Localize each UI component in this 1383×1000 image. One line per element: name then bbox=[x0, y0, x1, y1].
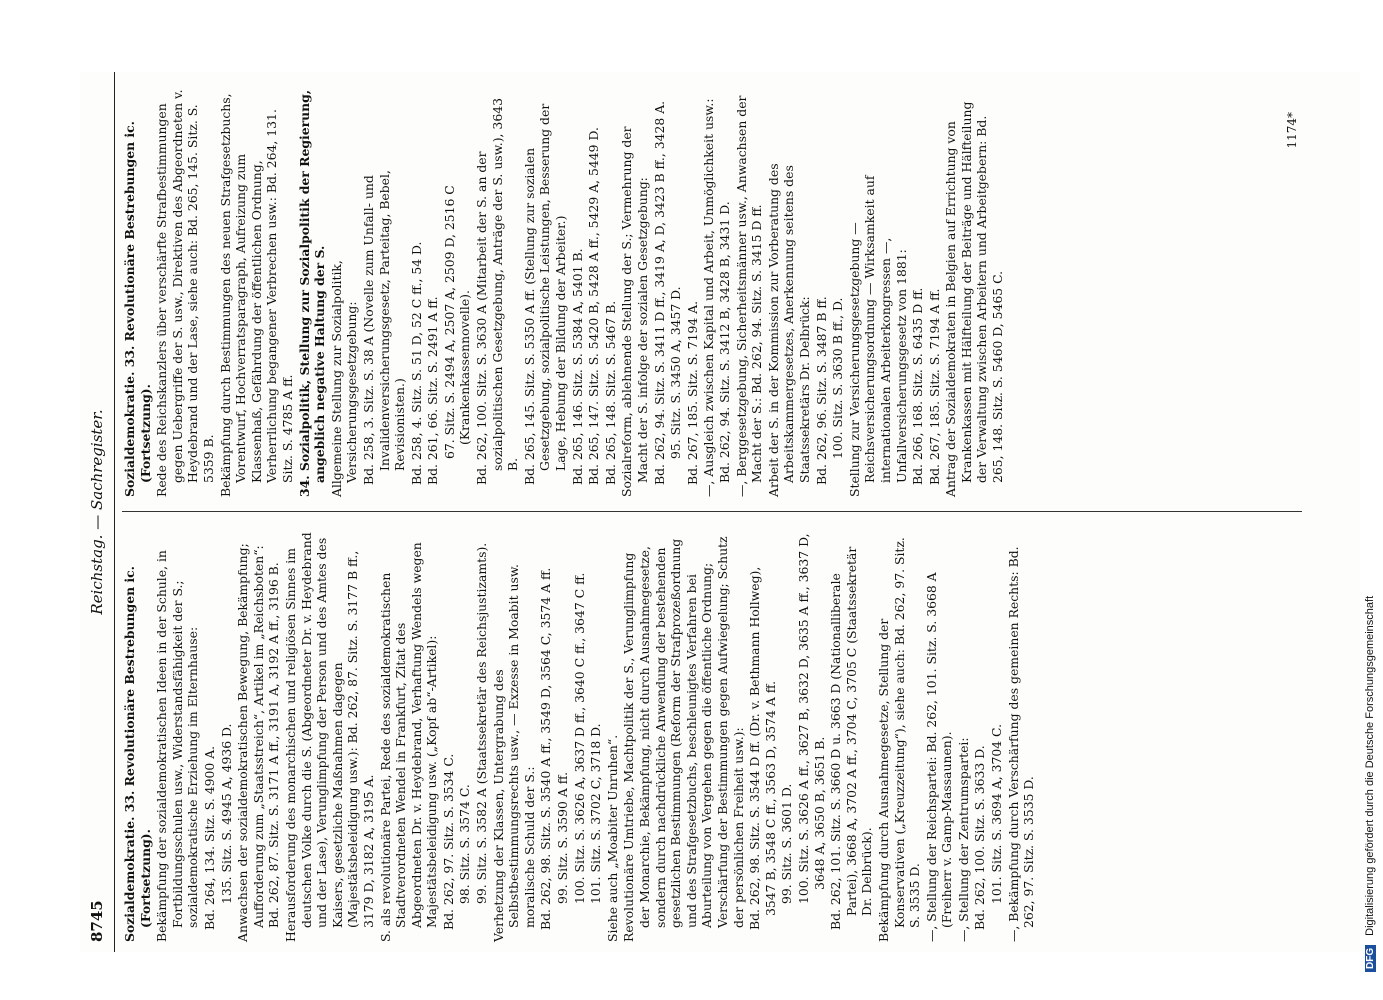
page-footer-signature: 1174* bbox=[1285, 112, 1299, 149]
entry: Siehe auch „Moabiter Unruhen“. bbox=[604, 734, 620, 942]
column-heading: Sozialdemokratie. 33. Revolutionäre Bestrebungen ic. (Fortsetzung). bbox=[122, 566, 153, 942]
entry: Anwachsen der sozialdemokratischen Bewegung, Bekämpfung; Aufforderung zum „Staatsstreich“, Artikel im „Reichsboten“: Bd. 262, 87. Sitz. S. 3171 A ff., 3191 A, 3192 A ff., 3196 B. bbox=[235, 543, 282, 942]
entry: Revolutionäre Umtriebe, Machtpolitik der S., Verunglimpfung der Monarchie, Bekämpfung, nicht durch Ausnahmegesetze, sondern durch nachdrückliche Anwendung der bestehenden gesetzlichen Bestimmungen (Reform der Strafprozeßordnung und des Strafgesetzbuchs, beschleunigtes Verfahren bei Aburteilung von Vergehen gegen die öffentliche Ordnung; Verschärfung der Bestimmungen gegen Aufwiegelung; Schutz der persönlichen Freiheit usw.): bbox=[621, 536, 746, 942]
entry: 101. Sitz. S. 3694 A, 3704 C. bbox=[989, 723, 1005, 904]
entry: Bekämpfung durch Bestimmungen des neuen Strafgesetzbuchs, Vorentwurf, Hochverratsparagraph, Aufreizung zum Klassenhaß, Gefährdung der öffentlichen Ordnung, Verherrlichung begangener Verbrechen usw.: Bd. 264, 131. Sitz. S. 4785 A ff. bbox=[217, 93, 295, 497]
column-right bbox=[122, 87, 1007, 497]
entry: Allgemeine Stellung zur Sozialpolitik, Versicherungsgesetzgebung: bbox=[328, 260, 360, 497]
entry: Bd. 258, 3. Sitz. S. 38 A (Novelle zum Unfall- und Invalidenversicherungsgesetz, Parteitag, Bebel, Revisionisten.) bbox=[360, 170, 408, 485]
entry: Bd. 262, 100. Sitz. S. 3630 A (Mitarbeit der S. an der sozialpolitischen Gesetzgebung, Anträge der S. usw.), 3643 B. bbox=[474, 98, 521, 485]
entry: 101. Sitz. S. 3702 C, 3718 D. bbox=[588, 723, 604, 904]
entry: 100. Sitz. S. 3626 A ff., 3627 B, 3632 D, 3635 A ff., 3637 D, 3648 A, 3650 B, 3651 B. bbox=[795, 533, 827, 904]
page-header bbox=[80, 72, 115, 952]
entry: Sozialreform, ablehnende Stellung der S.; Vermehrung der Macht der S. infolge der sozialen Gesetzgebung: bbox=[619, 126, 650, 497]
entry: Bd. 258, 4. Sitz. S. 51 D, 52 C ff., 54 D. bbox=[408, 241, 424, 485]
rotated-content bbox=[80, 72, 1360, 952]
entry: —, Stellung der Zentrumspartei: bbox=[955, 737, 971, 942]
entry: Bd. 262, 97. Sitz. S. 3534 C. bbox=[440, 753, 456, 930]
entry: 99. Sitz. S. 3582 A (Staatssekretär des Reichsjustizamts). bbox=[474, 542, 490, 904]
entry: Bd. 261, 66. Sitz. S. 2491 A ff. bbox=[425, 296, 441, 485]
entry: —, Stellung der Reichspartei: Bd. 262, 101. Sitz. S. 3668 A (Freiherr v. Gamp-Massaunen). bbox=[923, 572, 955, 942]
entry: Herausforderung des monarchischen und religiösen Sinnes im deutschen Volke durch die S. (Abgeordneter Dr. v. Heydebrand und der Lase), Verunglimpfung der Person und des Amtes des Kaisers, gesetzliche Maßnahmen dagegen (Majestätsbeleidigung usw.): Bd. 262, 87. Sitz. S. 3177 B ff., 3179 D, 3182 A, 3195 A. bbox=[282, 532, 376, 942]
dfg-logo: DFG bbox=[1365, 945, 1376, 972]
section-heading: 34. Sozialpolitik, Stellung zur Sozialpolitik der Regierung, angeblich negative Haltung der S. bbox=[296, 89, 328, 497]
column-left bbox=[122, 532, 1038, 942]
column-heading: Sozialdemokratie. 33. Revolutionäre Bestrebungen ic. (Fortsetzung). bbox=[122, 121, 153, 497]
entry: Verhetzung der Klassen, Untergrabung des Selbstbestimmungsrechts usw., — Exzesse in Moabit usw. moralische Schuld der S.: bbox=[490, 564, 537, 942]
entry: Arbeit der S. in der Kommission zur Vorberatung des Arbeitskammergesetzes, Anerkennung seitens des Staatssekretärs Dr. Delbrück: bbox=[765, 163, 812, 497]
sidebar-text-wrap bbox=[1364, 12, 1382, 972]
entry: Bd. 262, 94. Sitz. S. 3411 D ff., 3419 A, D, 3423 B ff., 3428 A. bbox=[651, 100, 667, 485]
digitization-note: Digitalisierung gefördert durch die Deutsche Forschungsgemeinschaft bbox=[1364, 595, 1376, 936]
entry: 67. Sitz. S. 2494 A, 2507 A, 2509 D, 2516 C (Krankenkassennovelle). bbox=[441, 185, 473, 459]
entry: 135. Sitz. S. 4945 A, 4936 D. bbox=[218, 723, 234, 904]
entry: Bd. 262, 98. Sitz. S. 3540 A ff., 3549 D, 3564 C, 3574 A ff. bbox=[538, 567, 554, 930]
header-title: Reichstag. — Sachregister. bbox=[88, 409, 106, 615]
entry: —, Ausgleich zwischen Kapital und Arbeit, Unmöglichkeit usw.: Bd. 262, 94. Sitz. S. 3412 B, 3428 B, 3431 D. bbox=[701, 98, 732, 497]
entry: —, Bekämpfung durch Verschärfung des gemeinen Rechts: Bd. 262, 97. Sitz. S. 3535 D. bbox=[1005, 546, 1037, 942]
entry: Bd. 265, 145. Sitz. S. 5350 A ff. (Stellung zur sozialen Gesetzgebung, sozialpolitische Leistungen, Besserung der Lage, Hebung der Bildung der Arbeiter.) bbox=[521, 103, 569, 485]
entry: Bd. 262, 98. Sitz. S. 3544 D ff. (Dr. v. Bethmann Hollweg), 3547 B, 3548 C ff., 3563 D, 3574 A ff. bbox=[747, 566, 778, 930]
entry: Antrag der Sozialdemokraten in Belgien auf Errichtung von Krankenkassen mit Hälfteilung der Beiträge und Hälfteilung der Verwaltung zwischen Arbeitern und Arbeitgebern: Bd. 265, 148. Sitz. S. 5460 D, 5465 C. bbox=[943, 101, 1006, 497]
entry: Rede des Reichskanzlers über verschärfte Strafbestimmungen gegen Uebergriffe der S. usw., Direktiven des Abgeordneten v. Heydebrand und der Lase, siehe auch: Bd. 265, 145. Sitz. S. 5359 B. bbox=[154, 89, 216, 497]
entry: 99. Sitz. S. 3590 A ff. bbox=[555, 771, 571, 904]
entry: 100. Sitz. S. 3630 B ff., D. bbox=[830, 297, 846, 459]
entry: 95. Sitz. S. 3450 A, 3457 D. bbox=[668, 286, 684, 459]
entry: Bd. 262, 96. Sitz. S. 3487 B ff. bbox=[813, 296, 829, 485]
entry: Bd. 265, 147. Sitz. S. 5420 B, 5428 A ff., 5429 A, 5449 D. bbox=[586, 127, 602, 485]
entry: 100. Sitz. S. 3626 A, 3637 D ff., 3640 C ff., 3647 C ff. bbox=[571, 572, 587, 904]
entry: Bekämpfung durch Ausnahmegesetze, Stellung der Konservativen („Kreuzzeitung“), siehe auch: Bd. 262, 97. Sitz. S. 3535 D. bbox=[875, 537, 923, 942]
entry: Bd. 267, 185. Sitz. S. 7194 A. bbox=[684, 300, 700, 485]
entry: Bd. 265, 146. Sitz. S. 5384 A, 5401 B. bbox=[569, 248, 585, 485]
document-page bbox=[80, 72, 1360, 952]
entry: S. als revolutionäre Partei, Rede des sozialdemokratischen Stadtverordneten Wendel in Frankfurt, Zitat des Abgeordneten Dr. v. Heydebrand, Verhaftung Wendels wegen Majestätsbeleidigung usw. („Kopf ab“-Artikel): bbox=[377, 542, 440, 942]
entry: Stellung zur Versicherungsgesetzgebung — Reichsversicherungsordnung — Wirksamkeit auf internationalen Arbeiterkongressen —, Unfallversicherungsgesetz von 1881: bbox=[846, 175, 909, 497]
entry: Bd. 262, 101. Sitz. S. 3660 D u. 3663 D (Nationalliberale Partei), 3668 A, 3702 A ff., 3704 C, 3705 C (Staatssekretär Dr. Delbrück). bbox=[828, 546, 875, 930]
entry: 98. Sitz. S. 3574 C. bbox=[457, 784, 473, 904]
header-left: 8745 bbox=[88, 900, 106, 942]
entry: Bd. 262, 100. Sitz. S. 3633 D. bbox=[972, 745, 988, 930]
entry: —, Berggesetzgebung, Sicherheitsmänner usw., Anwachsen der Macht der S.: Bd. 262, 94. Sitz. S. 3415 D ff. bbox=[733, 95, 765, 497]
entry: Bd. 266, 168. Sitz. S. 6435 D ff. bbox=[910, 287, 926, 485]
column-divider bbox=[122, 511, 1302, 512]
entry: Bd. 265, 148. Sitz. S. 5467 B. bbox=[602, 300, 618, 485]
entry: Bd. 267, 185. Sitz. S. 7194 A ff. bbox=[926, 288, 942, 485]
digitization-sidebar bbox=[1364, 12, 1382, 972]
entry: Bd. 264, 134. Sitz. S. 4900 A. bbox=[201, 745, 217, 930]
entry: 99. Sitz. S. 3601 D. bbox=[779, 783, 795, 904]
entry: Bekämpfung der sozialdemokratischen Ideen in der Schule, in Fortbildungsschulen usw., Widerstandsfähigkeit der S.; sozialdemokratische Erziehung im Elternhause: bbox=[154, 550, 201, 942]
